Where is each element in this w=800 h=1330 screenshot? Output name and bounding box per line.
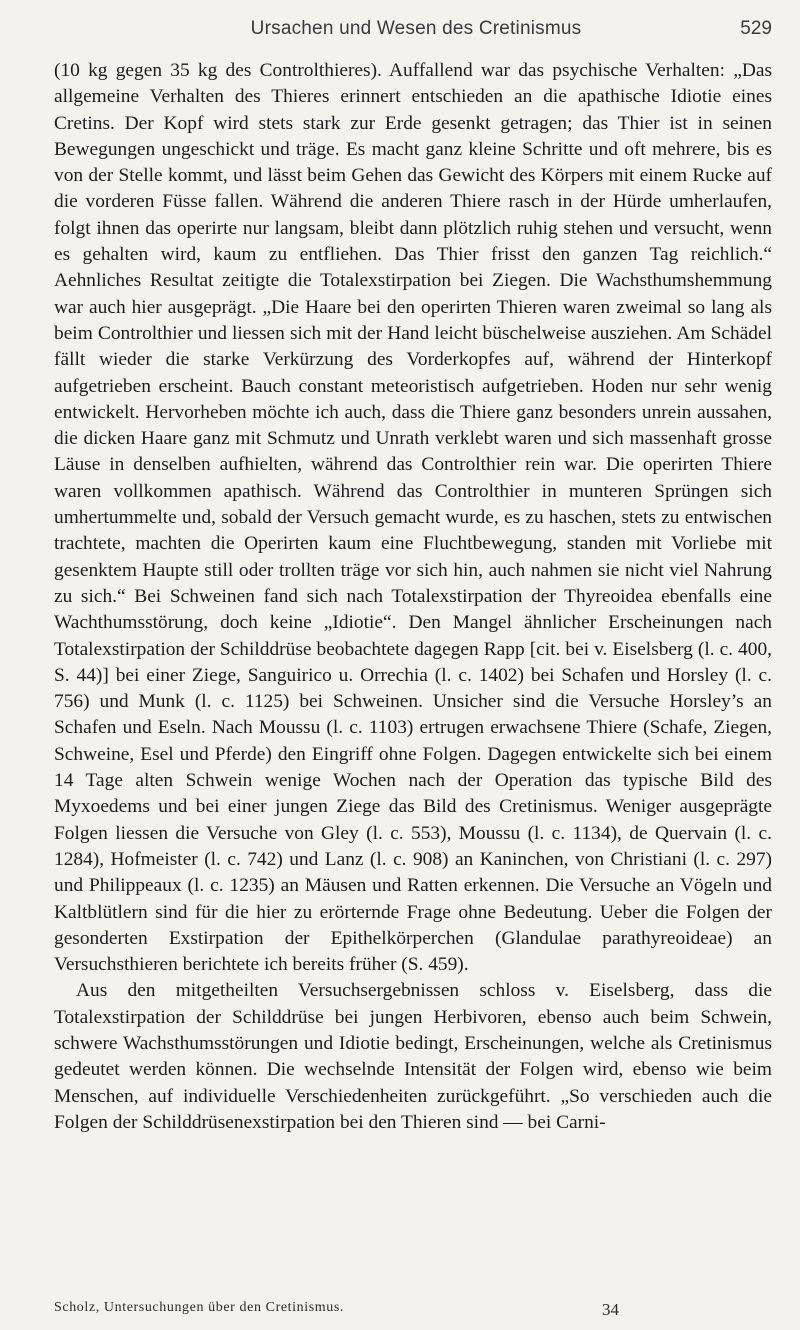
running-title: Ursachen und Wesen des Cretinismus [250, 18, 582, 39]
paragraph-1: (10 kg gegen 35 kg des Controlthieres). Auffallend war das psychische Verhalten: „Das allgemeine Verhalten des Thieres erinnert entschieden an die apathische Idiotie eines Cretins. Der Kopf wird stets stark zur Erde gesenkt getragen; das Thier ist in seinen Bewegungen ungeschickt und träge. Es macht ganz kleine Schritte und oft mehrere, bis es von der Stelle kommt, und lässt beim Gehen das Gewicht des Körpers mit einem Rucke auf die vorderen Füsse fallen. Während die anderen Thiere rasch in der Hürde umherlaufen, folgt ihnen das operirte nur langsam, bleibt dann plötzlich ruhig stehen und versucht, wenn es gehalten wird, kaum zu entfliehen. Das Thier frisst den ganzen Tag reichlich.“ Aehnliches Resultat zeitigte die Totalexstirpation bei Ziegen. Die Wachsthumshemmung war auch hier ausgeprägt. „Die Haare bei den operirten Thieren waren zweimal so lang als beim Controlthier und liessen sich mit der Hand leicht büschelweise ausziehen. Am Schädel fällt wieder die starke Verkürzung des Vorderkopfes auf, während der Hinterkopf aufgetrieben erscheint. Bauch constant meteoristisch aufgetrieben. Hoden nur sehr wenig entwickelt. Hervorheben möchte ich auch, dass die Thiere ganz besonders unrein aussahen, die dicken Haare ganz mit Schmutz und Unrath verklebt waren und sich massenhaft grosse Läuse in denselben aufhielten, während das Controlthier rein war. Die operirten Thiere waren vollkommen apathisch. Während das Controlthier in munteren Sprüngen sich umhertummelte und, sobald der Versuch gemacht wurde, es zu haschen, stets zu entwischen trachtete, machten die Operirten kaum eine Fluchtbewegung, standen mit Vorliebe mit gesenktem Haupte still oder trollten träge vor sich hin, auch nahmen sie nicht viel Nahrung zu sich.“ Bei Schweinen fand sich nach Totalexstirpation der Thyreoidea ebenfalls eine Wachthumsstörung, doch keine „Idiotie“. Den Mangel ähnlicher Erscheinungen nach Totalexstirpation der Schilddrüse beobachtete dagegen Rapp [cit. bei v. Eiselsberg (l. c. 400, S. 44)] bei einer Ziege, Sanguirico u. Orrechia (l. c. 1402) bei Schafen und Horsley (l. c. 756) und Munk (l. c. 1125) bei Schweinen. Unsicher sind die Versuche Horsley’s an Schafen und Eseln. Nach Moussu (l. c. 1103) ertrugen erwachsene Thiere (Schafe, Ziegen, Schweine, Esel und Pferde) den Eingriff ohne Folgen. Dagegen entwickelte sich bei einem 14 Tage alten Schwein wenige Wochen nach der Operation das typische Bild des Myxoedems und bei einer jungen Ziege das Bild des Cretinismus. Weniger ausgeprägte Folgen liessen die Versuche von Gley (l. c. 553), Moussu (l. c. 1134), de Quervain (l. c. 1284), Hofmeister (l. c. 742) und Lanz (l. c. 908) an Kaninchen, von Christiani (l. c. 297) und Philippeaux (l. c. 1235) an Mäusen und Ratten erkennen. Die Versuche an Vögeln und Kaltblütlern sind für die hier zu erörternde Frage ohne Bedeutung. Ueber die Folgen der gesonderten Exstirpation der Epithelkörperchen (Glandulae parathyreoideae) an Versuchsthieren berichtete ich bereits früher (S. 459). [54, 60, 772, 976]
body-text [54, 58, 772, 1136]
running-head [60, 12, 772, 52]
sheet-signature: 34 [602, 1300, 619, 1319]
page-number: 529 [740, 18, 772, 39]
page-footer [54, 1298, 772, 1322]
paragraph-2: Aus den mitgetheilten Versuchsergebnissen schloss v. Eiselsberg, dass die Totalexstirpation der Schilddrüse bei jungen Herbivoren, ebenso auch beim Schwein, schwere Wachsthumsstörungen und Idiotie bedingt, Erscheinungen, welche als Cretinismus gedeutet werden können. Die wechselnde Intensität der Folgen wird, ebenso wie beim Menschen, auf individuelle Verschiedenheiten zurückgeführt. „So verschieden auch die Folgen der Schilddrüsenexstirpation bei den Thieren sind — bei Carni- [54, 980, 772, 1133]
source-line: Scholz, Untersuchungen über den Cretinismus. [54, 1300, 345, 1315]
